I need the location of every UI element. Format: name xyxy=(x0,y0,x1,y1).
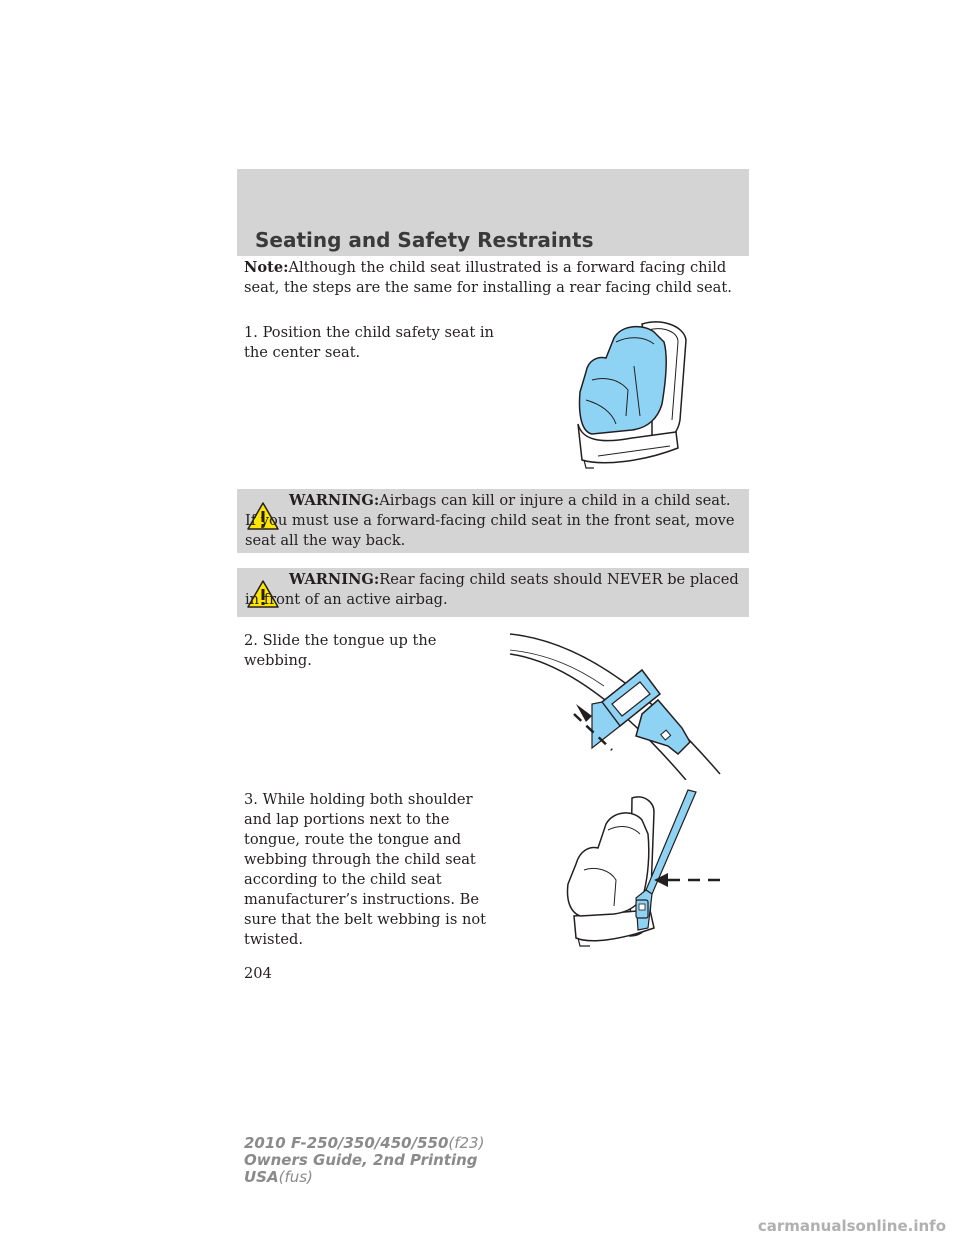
belt-tongue-illustration xyxy=(508,632,723,780)
footer-printing: Owners Guide, 2nd Printing xyxy=(244,1151,478,1169)
step-2-text: 2. Slide the tongue up the webbing. xyxy=(244,632,437,669)
child-seat-illustration xyxy=(572,320,697,470)
warning-box-airbag xyxy=(237,489,749,553)
footer-market: USA xyxy=(244,1168,279,1186)
watermark: carmanualsonline.info xyxy=(757,1217,946,1235)
warning-label: WARNING: xyxy=(289,571,380,588)
step-1-text: 1. Position the child safety seat in the center seat. xyxy=(244,324,494,361)
page-number: 204 xyxy=(244,965,272,982)
footer-model: 2010 F-250/350/450/550 xyxy=(244,1134,449,1152)
section-header-band xyxy=(237,169,749,256)
warning-body: Rear facing child seats should NEVER be placed in front of an active airbag. xyxy=(245,571,739,608)
note-text: Although the child seat illustrated is a forward facing child seat, the steps are the same for installing a rear facing child seat. xyxy=(244,259,732,296)
footer-model-code: (f23) xyxy=(448,1134,485,1152)
footer-market-code: (fus) xyxy=(278,1168,313,1186)
note-label: Note: xyxy=(244,259,289,276)
note-paragraph xyxy=(244,258,754,298)
belt-routing-illustration xyxy=(560,788,725,950)
warning-body: Airbags can kill or injure a child in a child seat. If you must use a forward-facing child seat in the front seat, move seat all the way back. xyxy=(245,492,735,549)
warning-text-airbag xyxy=(245,491,741,551)
footer-print-info xyxy=(244,1135,484,1186)
section-title: Seating and Safety Restraints xyxy=(255,228,594,252)
warning-label: WARNING: xyxy=(289,492,380,509)
step-3-text: 3. While holding both shoulder and lap portions next to the tongue, route the tongue and webbing through the child seat according to the child seat manufacturer’s instructions. Be sure that the belt webbing is not twisted. xyxy=(244,791,487,948)
warning-text-rear-facing xyxy=(245,570,741,610)
warning-box-rear-facing xyxy=(237,568,749,617)
